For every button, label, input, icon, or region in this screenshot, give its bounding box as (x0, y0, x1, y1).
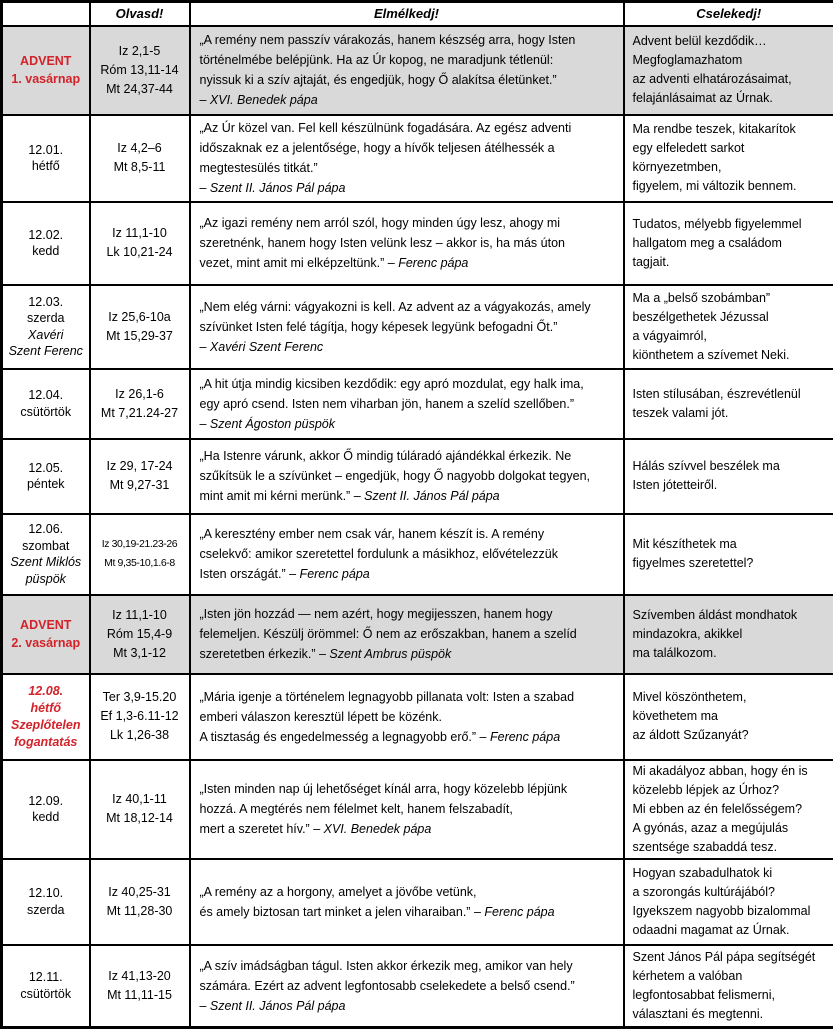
quote-text: „A remény nem passzív várakozás, hanem készség arra, hogy Isten történelmébe belépjünk. Ha az Úr kopog, ne maradjunk tétlenül: nyissuk ki a szív ajtaját, és engedjük, hogy Ő alakítsa életünket.” (200, 33, 576, 87)
quote-text: „Isten jön hozzád — nem azért, hogy megijesszen, hanem hogy felemeljen. Készülj örömmel: Ő nem az erőszakban, hanem a szelíd szeretetben érkezik.” (200, 607, 577, 661)
meditation-cell (190, 115, 624, 202)
meditation-cell (190, 285, 624, 369)
saint-name: Xavéri Szent Ferenc (4, 327, 88, 360)
date-cell: 12.04. csütörtök (2, 369, 90, 439)
table-row-12-09 (2, 760, 833, 859)
readings-cell: Iz 2,1-5 Róm 13,11-14 Mt 24,37-44 (90, 26, 190, 115)
table-row-12-03 (2, 285, 833, 369)
date-cell: ADVENT 2. vasárnap (2, 595, 90, 674)
action-cell: Hogyan szabadulhatok ki a szorongás kultúrájából? Igyekszem nagyobb bizalommal odaadni magamat az Úrnak. (624, 859, 833, 945)
action-cell: Advent belül kezdődik… Megfoglamazhatom az adventi elhatározásaimat, felajánlásaimat az Úrnak. (624, 26, 833, 115)
action-cell: Szívemben áldást mondhatok mindazokra, akikkel ma találkozom. (624, 595, 833, 674)
readings-cell: Iz 11,1-10 Róm 15,4-9 Mt 3,1-12 (90, 595, 190, 674)
action-cell: Mit készíthetek ma figyelmes szeretettel? (624, 514, 833, 595)
meditation-cell (190, 760, 624, 859)
quote-attribution: – XVI. Benedek pápa (310, 822, 432, 836)
action-cell: Szent János Pál pápa segítségét kérhetem a valóban legfontosabbat felismerni, választani és megtenni. (624, 945, 833, 1028)
table-row-12-05 (2, 439, 833, 514)
column-header-elmelkedj: Elmélkedj! (190, 2, 624, 26)
date-cell (2, 514, 90, 595)
readings-cell: Iz 41,13-20 Mt 11,11-15 (90, 945, 190, 1028)
meditation-cell (190, 674, 624, 760)
table-row-12-01 (2, 115, 833, 202)
date-cell: 12.02. kedd (2, 202, 90, 285)
table-row-12-04 (2, 369, 833, 439)
quote-text: „Az Úr közel van. Fel kell készülnünk fogadására. Az egész adventi időszaknak ez a jelentősége, hogy a hívők teljesen átélhessék a megtestesülés titkát.” (200, 121, 572, 175)
date-cell: ADVENT 1. vasárnap (2, 26, 90, 115)
column-header-date (2, 2, 90, 26)
readings-cell: Iz 30,19-21.23-26 Mt 9,35-10,1.6-8 (90, 514, 190, 595)
action-cell: Ma rendbe teszek, kitakarítok egy elfeledett sarkot környezetmben, figyelem, mi változik bennem. (624, 115, 833, 202)
table-row-advent-2 (2, 595, 833, 674)
meditation-cell (190, 945, 624, 1028)
meditation-cell (190, 439, 624, 514)
table-row-12-10 (2, 859, 833, 945)
readings-cell: Iz 29, 17-24 Mt 9,27-31 (90, 439, 190, 514)
action-cell: Hálás szívvel beszélek ma Isten jótetteiről. (624, 439, 833, 514)
readings-cell: Iz 25,6-10a Mt 15,29-37 (90, 285, 190, 369)
date-cell: 12.01. hétfő (2, 115, 90, 202)
meditation-cell (190, 595, 624, 674)
readings-cell: Iz 26,1-6 Mt 7,21.24-27 (90, 369, 190, 439)
quote-text: „Az igazi remény nem arról szól, hogy minden úgy lesz, ahogy mi szeretnénk, hanem hogy Isten velünk lesz – akkor is, ha más úton vezet, mint amit mi elképzeltünk.” (200, 216, 565, 270)
meditation-cell (190, 369, 624, 439)
table-row-12-02 (2, 202, 833, 285)
date-cell: 12.10. szerda (2, 859, 90, 945)
quote-text: „Mária igenje a történelem legnagyobb pillanata volt: Isten a szabad emberi válaszon keresztül lépett be közénk. A tisztaság és engedelmesség a legnagyobb erő.” (200, 690, 575, 744)
date-cell: 12.09. kedd (2, 760, 90, 859)
date-cell (2, 285, 90, 369)
header-row (2, 2, 833, 26)
date-cell: 12.08. hétfő Szeplőtelen fogantatás (2, 674, 90, 760)
meditation-cell (190, 859, 624, 945)
table-row-12-08 (2, 674, 833, 760)
table-row-12-11 (2, 945, 833, 1028)
quote-text: „Isten minden nap új lehetőséget kínál arra, hogy közelebb lépjünk hozzá. A megtérés nem félelmet kelt, hanem felszabadít, mert a szeretet hív.” (200, 782, 568, 836)
action-cell: Mivel köszönthetem, követhetem ma az áldott Szűzanyát? (624, 674, 833, 760)
quote-text: „A hit útja mindig kicsiben kezdődik: egy apró mozdulat, egy halk ima, egy apró csend. Isten nem viharban jön, hanem a szelíd szellőben.” (200, 377, 584, 411)
quote-attribution: – Szent II. János Pál pápa (200, 178, 617, 198)
action-cell: Ma a „belső szobámban” beszélgethetek Jézussal a vágyaimról, kiönthetem a szívemet Neki. (624, 285, 833, 369)
readings-cell: Iz 40,25-31 Mt 11,28-30 (90, 859, 190, 945)
quote-attribution: – Ferenc pápa (286, 567, 370, 581)
quote-attribution: – Ferenc pápa (384, 256, 468, 270)
table-row-12-06 (2, 514, 833, 595)
quote-attribution: – Szent Ágoston püspök (200, 414, 617, 434)
date-text: 12.03. szerda (4, 294, 88, 327)
meditation-cell (190, 26, 624, 115)
date-text: 12.06. szombat (4, 521, 88, 554)
quote-attribution: – Szent II. János Pál pápa (350, 489, 499, 503)
quote-attribution: – XVI. Benedek pápa (200, 90, 617, 110)
meditation-cell (190, 514, 624, 595)
readings-cell: Iz 4,2–6 Mt 8,5-11 (90, 115, 190, 202)
readings-cell: Ter 3,9-15.20 Ef 1,3-6.11-12 Lk 1,26-38 (90, 674, 190, 760)
saint-name: Szent Miklós püspök (4, 554, 88, 587)
quote-attribution: – Xavéri Szent Ferenc (200, 337, 617, 357)
readings-cell: Iz 40,1-11 Mt 18,12-14 (90, 760, 190, 859)
column-header-olvasd: Olvasd! (90, 2, 190, 26)
action-cell: Mi akadályoz abban, hogy én is közelebb lépjek az Úrhoz? Mi ebben az én felelősségem? A gyónás, azaz a megújulás szentsége szabaddá tesz. (624, 760, 833, 859)
meditation-cell (190, 202, 624, 285)
action-cell: Isten stílusában, észrevétlenül teszek valami jót. (624, 369, 833, 439)
table-row-advent-1 (2, 26, 833, 115)
quote-text: „A keresztény ember nem csak vár, hanem készít is. A remény cselekvő: amikor szeretettel fordulunk a másikhoz, elővételezzük Isten országát.” (200, 527, 559, 581)
quote-attribution: – Szent II. János Pál pápa (200, 996, 617, 1016)
quote-text: „A szív imádságban tágul. Isten akkor érkezik meg, amikor van hely számára. Ezért az advent legfontosabb cselekedete a belső csend.” (200, 959, 575, 993)
date-cell: 12.11. csütörtök (2, 945, 90, 1028)
quote-attribution: – Ferenc pápa (476, 730, 560, 744)
quote-text: „A remény az a horgony, amelyet a jövőbe vetünk, és amely biztosan tart minket a jelen viharaiban.” (200, 885, 477, 919)
quote-text: „Nem elég várni: vágyakozni is kell. Az advent az a vágyakozás, amely szívünket Isten felé tágítja, hogy képesek legyünk befogadni Őt.” (200, 300, 591, 334)
column-header-cselekedj: Cselekedj! (624, 2, 833, 26)
quote-attribution: – Ferenc pápa (470, 905, 554, 919)
quote-attribution: – Szent Ambrus püspök (316, 647, 452, 661)
date-cell: 12.05. péntek (2, 439, 90, 514)
quote-text: „Ha Istenre várunk, akkor Ő mindig túláradó ajándékkal érkezik. Ne szűkítsük le a szívünket – engedjük, hogy Ő nagyobb dolgokat tegyen, mint amit mi kérni merünk.” (200, 449, 591, 503)
action-cell: Tudatos, mélyebb figyelemmel hallgatom meg a családom tagjait. (624, 202, 833, 285)
readings-cell: Iz 11,1-10 Lk 10,21-24 (90, 202, 190, 285)
